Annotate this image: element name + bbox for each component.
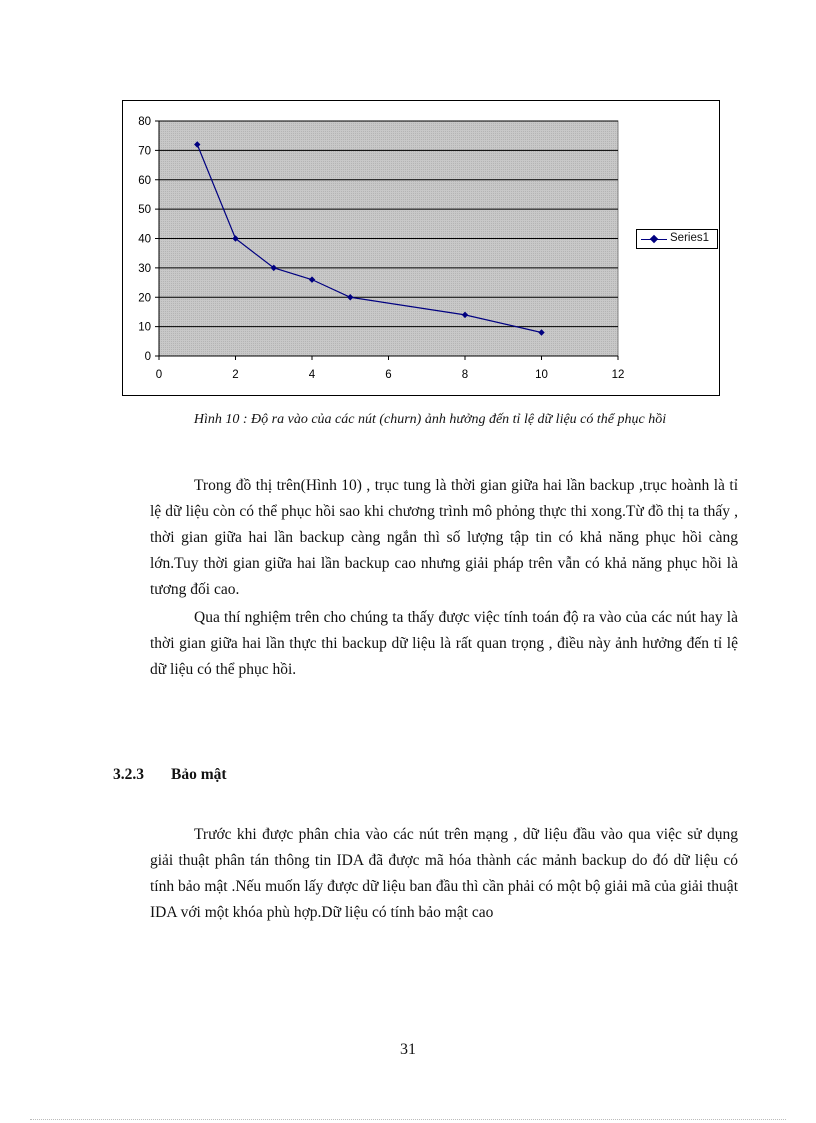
legend-marker-diamond [650, 235, 658, 243]
x-tick-label: 12 [611, 369, 625, 381]
y-tick-label: 60 [138, 174, 151, 187]
section-number: 3.2.3 [113, 766, 144, 783]
x-tick-label: 6 [385, 369, 392, 381]
chart-legend [636, 229, 718, 249]
page-bottom-rule [30, 1119, 786, 1120]
page-number: 31 [400, 1041, 416, 1058]
chart-frame [122, 100, 720, 396]
y-tick-label: 80 [138, 116, 151, 128]
paragraph-text: Trước khi được phân chia vào các nút trên mạng , dữ liệu đầu vào qua việc sử dụng giải thuật phân tán thông tin IDA đã được mã hóa thành các mảnh backup do đó dữ liệu có tính bảo mật .Nếu muốn lấy được dữ liệu ban đầu thì cần phải có một bộ giải mã của giải thuật IDA với một khóa phù hợp.Dữ liệu có tính bảo mật cao [150, 826, 738, 921]
y-tick-label: 70 [138, 145, 151, 158]
y-tick-label: 10 [138, 321, 151, 334]
y-tick-label: 50 [138, 204, 151, 217]
y-tick-label: 0 [144, 351, 151, 363]
figure-caption: Hình 10 : Độ ra vào của các nút (churn) ảnh hưởng đến tỉ lệ dữ liệu có thể phục hồi [193, 412, 667, 427]
y-tick-label: 30 [138, 262, 151, 275]
paragraph-text: Qua thí nghiệm trên cho chúng ta thấy được việc tính toán độ ra vào của các nút hay là thời gian giữa hai lần thực thi backup dữ liệu là rất quan trọng , điều này ảnh hưởng đến tỉ lệ dữ liệu có thể phục hồi. [150, 609, 738, 678]
paragraph-conclusion [150, 605, 738, 683]
x-tick-label: 4 [308, 369, 316, 381]
x-tick-label: 10 [535, 369, 548, 381]
legend-label: Series1 [670, 232, 709, 244]
paragraph-security [150, 822, 738, 926]
section-heading [113, 766, 227, 784]
x-tick-label: 8 [461, 369, 469, 381]
x-tick-label: 2 [232, 369, 239, 381]
y-tick-label: 20 [138, 292, 151, 305]
paragraph-text: Trong đồ thị trên(Hình 10) , trục tung là thời gian giữa hai lần backup ,trục hoành là tỉ lệ dữ liệu còn có thể phục hồi sao khi chương trình mô phỏng thực thi xong.Từ đồ thị ta thấy , thời gian giữa hai lần backup càng ngắn thì số lượng tập tin có khả năng phục hồi càng lớn.Tuy thời gian giữa hai lần backup cao nhưng giải pháp trên vẫn có khả năng phục hồi là tương đối cao. [150, 477, 738, 598]
x-tick-label: 0 [155, 369, 163, 381]
paragraph-chart-explanation [150, 473, 738, 603]
section-title: Bảo mật [171, 766, 227, 783]
y-tick-label: 40 [138, 233, 151, 246]
line-chart [123, 101, 719, 395]
